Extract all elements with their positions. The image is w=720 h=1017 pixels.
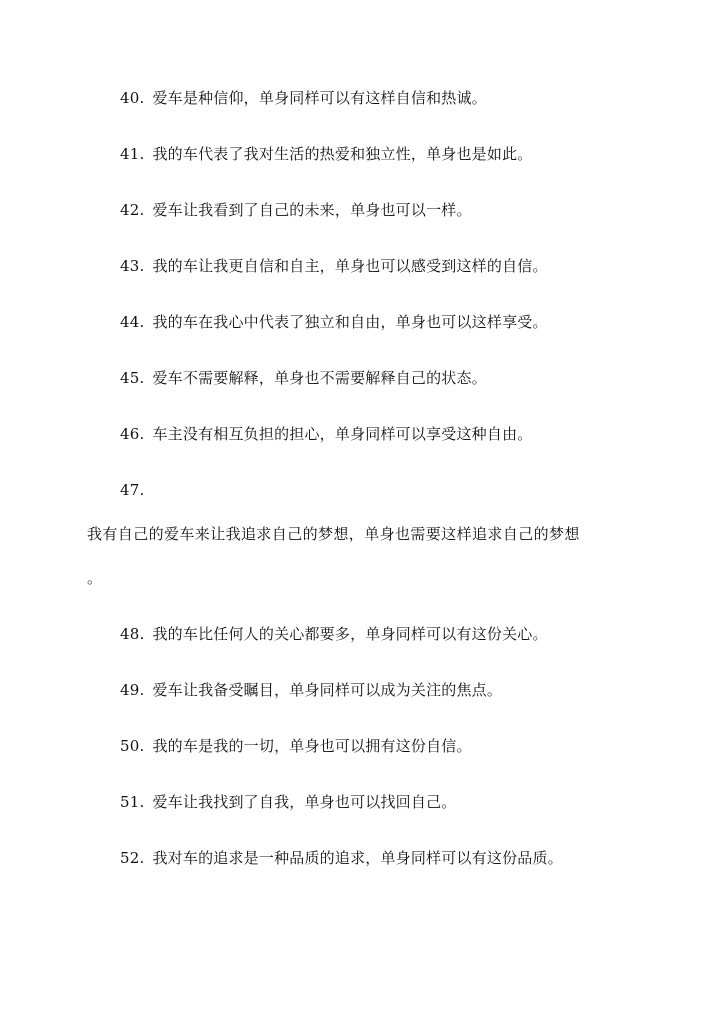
- item-text: 爱车让我看到了自己的未来，单身也可以一样。: [152, 201, 472, 219]
- item-text: 我对车的追求是一种品质的追求，单身同样可以有这份品质。: [152, 849, 563, 867]
- list-item: [120, 624, 548, 644]
- item-number: 43.: [120, 257, 145, 275]
- list-item: [120, 792, 456, 812]
- item-number: 41.: [120, 145, 145, 163]
- item-text: 爱车让我找到了自我，单身也可以找回自己。: [152, 793, 457, 811]
- list-item: [120, 312, 548, 332]
- item-text: 我有自己的爱车来让我追求自己的梦想，单身也需要这样追求自己的梦想: [87, 525, 580, 543]
- item-number: 42.: [120, 201, 145, 219]
- list-item: [120, 680, 502, 700]
- item-text: 我的车是我的一切，单身也可以拥有这份自信。: [152, 737, 472, 755]
- item-text: 爱车是种信仰，单身同样可以有这样自信和热诚。: [152, 89, 487, 107]
- item-number: 46.: [120, 425, 145, 443]
- list-item: [120, 848, 563, 868]
- item-text: 我的车让我更自信和自主，单身也可以感受到这样的自信。: [152, 257, 548, 275]
- list-item: [120, 368, 487, 388]
- item-text: 爱车不需要解释，单身也不需要解释自己的状态。: [152, 369, 487, 387]
- item-number: 40.: [120, 89, 145, 107]
- item-number: 50.: [120, 737, 145, 755]
- item-text-tail: 。: [87, 569, 103, 587]
- list-item: [120, 256, 548, 276]
- list-item: [120, 200, 472, 220]
- item-text: 爱车让我备受瞩目，单身同样可以成为关注的焦点。: [152, 681, 503, 699]
- item-number: 47.: [120, 481, 145, 499]
- item-text: 我的车代表了我对生活的热爱和独立性，单身也是如此。: [152, 145, 533, 163]
- item-number: 52.: [120, 849, 145, 867]
- item-number: 51.: [120, 793, 145, 811]
- item-text: 我的车在我心中代表了独立和自由，单身也可以这样享受。: [152, 313, 548, 331]
- list-item: [120, 88, 487, 108]
- list-item: [120, 424, 532, 444]
- item-text: 我的车比任何人的关心都要多，单身同样可以有这份关心。: [152, 625, 548, 643]
- item-text: 车主没有相互负担的担心，单身同样可以享受这种自由。: [152, 425, 533, 443]
- list-item: [120, 736, 472, 756]
- list-item: [120, 480, 152, 500]
- item-number: 44.: [120, 313, 145, 331]
- list-item: [120, 144, 532, 164]
- item-number: 48.: [120, 625, 145, 643]
- item-number: 45.: [120, 369, 145, 387]
- item-number: 49.: [120, 681, 145, 699]
